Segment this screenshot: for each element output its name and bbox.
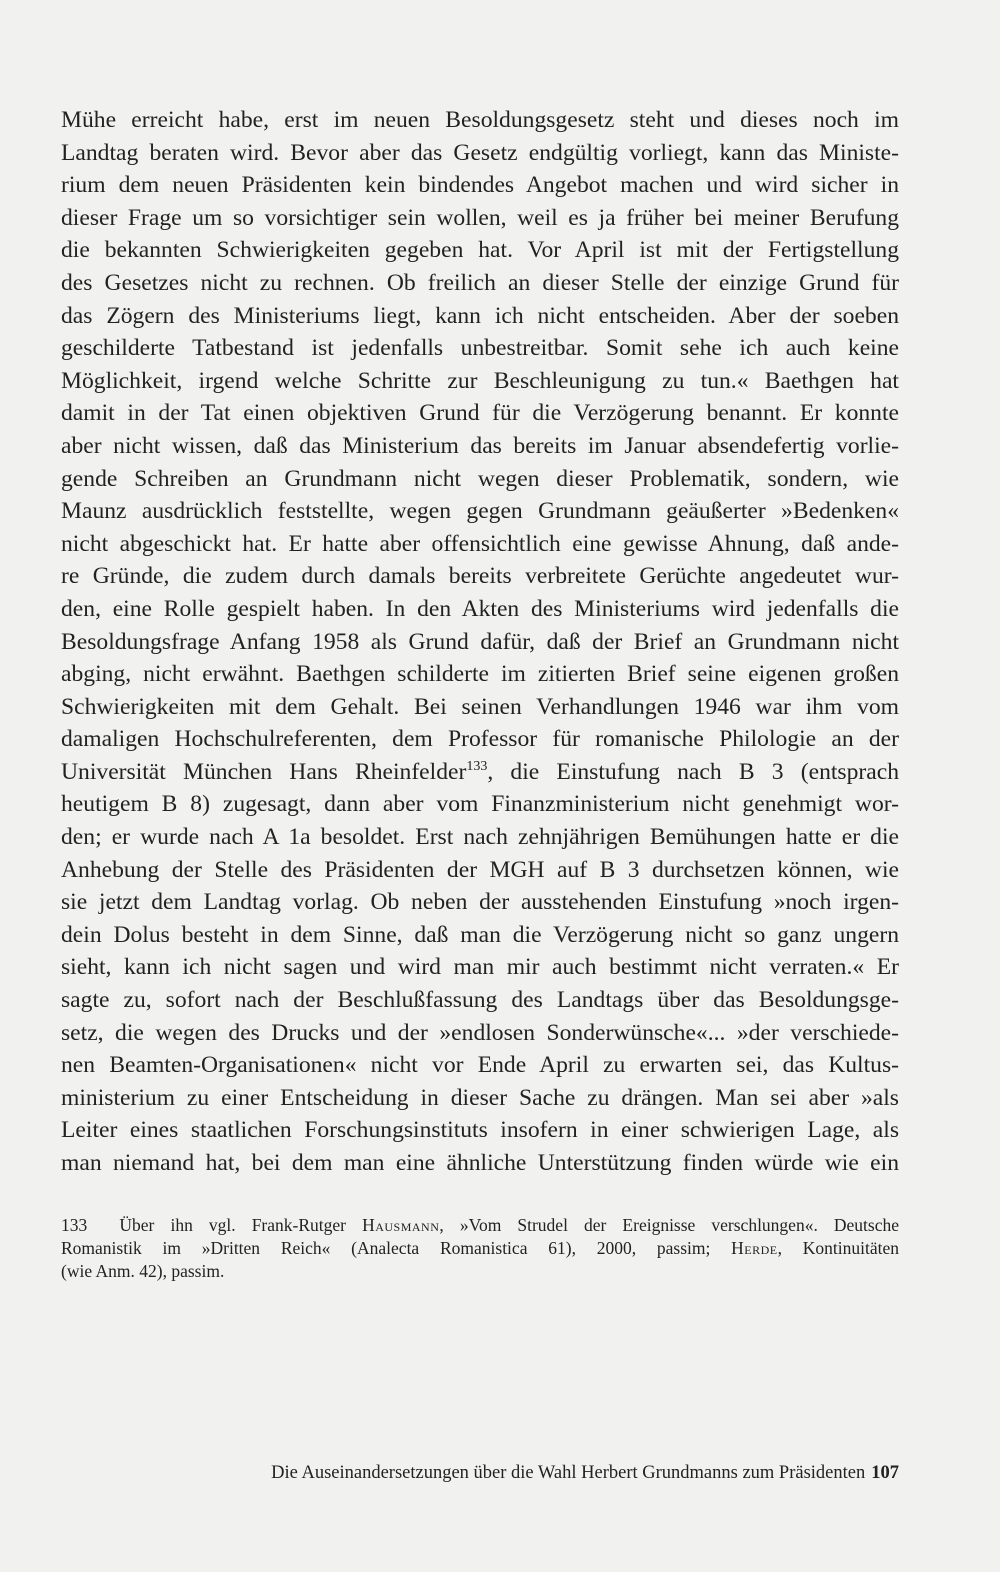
footnote bbox=[61, 1214, 899, 1283]
author-name: Herde bbox=[731, 1238, 778, 1258]
body-line: rium dem neuen Präsidenten kein bindendes Angebot machen und wird sicher in bbox=[61, 172, 899, 199]
footnote-text: , Kontinuitäten bbox=[777, 1238, 899, 1258]
body-line-end: , die Einstufung nach B 3 (entsprach bbox=[487, 758, 899, 785]
body-line: Anhebung der Stelle des Präsidenten der MGH auf B 3 durchsetzen können, wie bbox=[61, 856, 899, 883]
running-title: Die Auseinandersetzungen über die Wahl Herbert Grundmanns zum Präsidenten bbox=[271, 1463, 866, 1483]
footnote-line: (wie Anm. 42), passim. bbox=[61, 1261, 225, 1281]
body-line: Mühe erreicht habe, erst im neuen Besoldungsgesetz steht und dieses noch im bbox=[61, 107, 899, 133]
page-footer bbox=[61, 1461, 899, 1485]
body-line: Möglichkeit, irgend welche Schritte zur Beschleunigung zu tun.« Baethgen hat bbox=[61, 367, 899, 394]
body-line: sie jetzt dem Landtag vorlag. Ob neben der ausstehenden Einstufung »noch irgen- bbox=[61, 889, 899, 916]
body-line: das Zögern des Ministeriums liegt, kann ich nicht entscheiden. Aber der soeben bbox=[61, 302, 899, 329]
body-line: dein Dolus besteht in dem Sinne, daß man die Verzögerung nicht so ganz ungern bbox=[61, 921, 899, 948]
body-line: nen Beamten-Organisationen« nicht vor Ende April zu erwarten sei, das Kultus- bbox=[61, 1052, 899, 1079]
body-line: des Gesetzes nicht zu rechnen. Ob freilich an dieser Stelle der einzige Grund für bbox=[61, 269, 899, 296]
body-line: ministerium zu einer Entscheidung in dieser Sache zu drängen. Man sei aber »als bbox=[61, 1084, 899, 1111]
body-line: man niemand hat, bei dem man eine ähnliche Unterstützung finden würde wie ein bbox=[61, 1150, 899, 1176]
body-line: damaligen Hochschulreferenten, dem Professor für romanische Philologie an der bbox=[61, 726, 899, 753]
page-number: 107 bbox=[871, 1463, 899, 1483]
body-line: abging, nicht erwähnt. Baethgen schilderte im zitierten Brief seine eigenen großen bbox=[61, 661, 899, 688]
body-line: Schwierigkeiten mit dem Gehalt. Bei seinen Verhandlungen 1946 war ihm vom bbox=[61, 693, 899, 720]
footnote-text: Über ihn vgl. Frank-Rutger bbox=[119, 1215, 363, 1235]
body-line-with-footnote-ref bbox=[61, 756, 899, 789]
body-text bbox=[61, 104, 899, 1180]
body-line: geschilderte Tatbestand ist jedenfalls unbestreitbar. Somit sehe ich auch keine bbox=[61, 335, 899, 362]
footnote-text: , »Vom Strudel der Ereignisse verschlungen«. Deutsche bbox=[439, 1215, 900, 1235]
body-line: den, eine Rolle gespielt haben. In den Akten des Ministeriums wird jedenfalls die bbox=[61, 595, 899, 622]
body-line: Landtag beraten wird. Bevor aber das Gesetz endgültig vorliegt, kann das Ministe- bbox=[61, 139, 899, 166]
body-line: re Gründe, die zudem durch damals bereits verbreitete Gerüchte angedeutet wur- bbox=[61, 563, 899, 590]
body-line: dieser Frage um so vorsichtiger sein wollen, weil es ja früher bei meiner Berufung bbox=[61, 204, 899, 231]
body-line: setz, die wegen des Drucks und der »endlosen Sonderwünsche«... »der verschiede- bbox=[61, 1019, 899, 1046]
body-line: aber nicht wissen, daß das Ministerium das bereits im Januar absendefertig vorlie- bbox=[61, 432, 899, 459]
body-line: nicht abgeschickt hat. Er hatte aber offensichtlich eine gewisse Ahnung, daß ande- bbox=[61, 530, 899, 557]
footnote-line bbox=[61, 1214, 899, 1237]
footnote-text: Romanistik im »Dritten Reich« (Analecta Romanistica 61), 2000, passim; bbox=[61, 1238, 732, 1258]
author-name: Hausmann bbox=[362, 1215, 440, 1235]
body-line: Besoldungsfrage Anfang 1958 als Grund dafür, daß der Brief an Grundmann nicht bbox=[61, 628, 899, 655]
body-line: damit in der Tat einen objektiven Grund für die Verzögerung benannt. Er konnte bbox=[61, 400, 899, 427]
footnote-number: 133 bbox=[61, 1215, 88, 1235]
body-line-start: Universität München Hans Rheinfelder bbox=[61, 758, 467, 785]
footnote-reference[interactable]: 133 bbox=[466, 759, 488, 775]
body-line: sagte zu, sofort nach der Beschlußfassung des Landtags über das Besoldungsge- bbox=[61, 987, 899, 1014]
footnote-line bbox=[61, 1237, 899, 1260]
body-line: sieht, kann ich nicht sagen und wird man mir auch bestimmt nicht verraten.« Er bbox=[61, 954, 899, 981]
body-line: den; er wurde nach A 1a besoldet. Erst nach zehnjährigen Bemühungen hatte er die bbox=[61, 824, 899, 851]
body-line: gende Schreiben an Grundmann nicht wegen dieser Problematik, sondern, wie bbox=[61, 465, 899, 492]
body-line: heutigem B 8) zugesagt, dann aber vom Finanzministerium nicht genehmigt wor- bbox=[61, 791, 899, 818]
body-line: Maunz ausdrücklich feststellte, wegen gegen Grundmann geäußerter »Bedenken« bbox=[61, 498, 899, 525]
body-line: die bekannten Schwierigkeiten gegeben hat. Vor April ist mit der Fertigstellung bbox=[61, 237, 899, 264]
body-line: Leiter eines staatlichen Forschungsinstituts insofern in einer schwierigen Lage, als bbox=[61, 1117, 899, 1144]
